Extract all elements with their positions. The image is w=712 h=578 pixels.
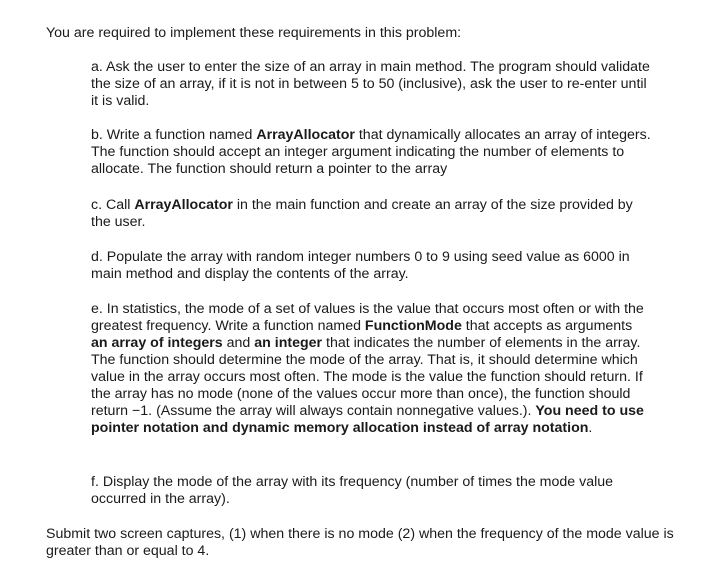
bold-array-of-integers: an array of integers	[91, 335, 223, 351]
bold-pointer-notation-note: You need to use pointer notation and dynamic memory allocation instead of array notation	[91, 403, 644, 436]
requirement-f-text: f. Display the mode of the array with its frequency (number of times the mode value occurred in the array).	[91, 474, 614, 507]
requirement-e-text-1: e. In statistics, the mode of a set of values is the value that occurs most often or with the greatest frequency. Write a function named	[91, 301, 644, 334]
requirement-a-text: a. Ask the user to enter the size of an array in main method. The program should validate the size of an array, if it is not in between 5 to 50 (inclusive), ask the user to re-enter until it is valid.	[91, 59, 650, 109]
requirement-c-text-2: in the main function and create an array of the size provided by the user.	[91, 197, 633, 230]
requirement-b-text-2: that dynamically allocates an array of integers. The function should accept an integer argument indicating the number of elements to allocate. The function should return a pointer to the array	[91, 127, 651, 177]
requirement-d-text: d. Populate the array with random integer numbers 0 to 9 using seed value as 6000 in main method and display the contents of the array.	[91, 249, 630, 282]
function-name-array-allocator-call: ArrayAllocator	[134, 197, 233, 213]
requirement-f	[91, 474, 651, 508]
requirement-b-text-1: b. Write a function named	[91, 127, 257, 143]
requirement-b	[91, 127, 651, 178]
requirement-e-text-5: .	[588, 420, 593, 436]
requirement-c	[91, 197, 651, 231]
requirement-c-text-1: c. Call	[91, 197, 135, 213]
function-name-function-mode: FunctionMode	[364, 318, 462, 334]
intro-text: You are required to implement these requirements in this problem:	[46, 25, 462, 41]
requirement-d	[91, 249, 651, 283]
requirement-e-text-2: that accepts as arguments	[461, 318, 633, 334]
bold-an-integer: an integer	[254, 335, 323, 351]
requirement-a	[91, 59, 651, 110]
function-name-array-allocator: ArrayAllocator	[256, 127, 355, 143]
requirement-e-text-3: and	[222, 335, 255, 351]
requirement-e	[91, 301, 651, 437]
requirement-e-text-4: that indicates the number of elements in the array. The function should determine the mode of the array. That is, it should determine which value in the array occurs most often. The mode is the value the function should return. If the array has no mode (none of the values occur more than once), the function should return −1. (Assume the array will always contain nonnegative values.).	[91, 335, 643, 419]
submission-instructions: Submit two screen captures, (1) when there is no mode (2) when the frequency of the mode value is greater than or equal to 4.	[46, 526, 674, 559]
